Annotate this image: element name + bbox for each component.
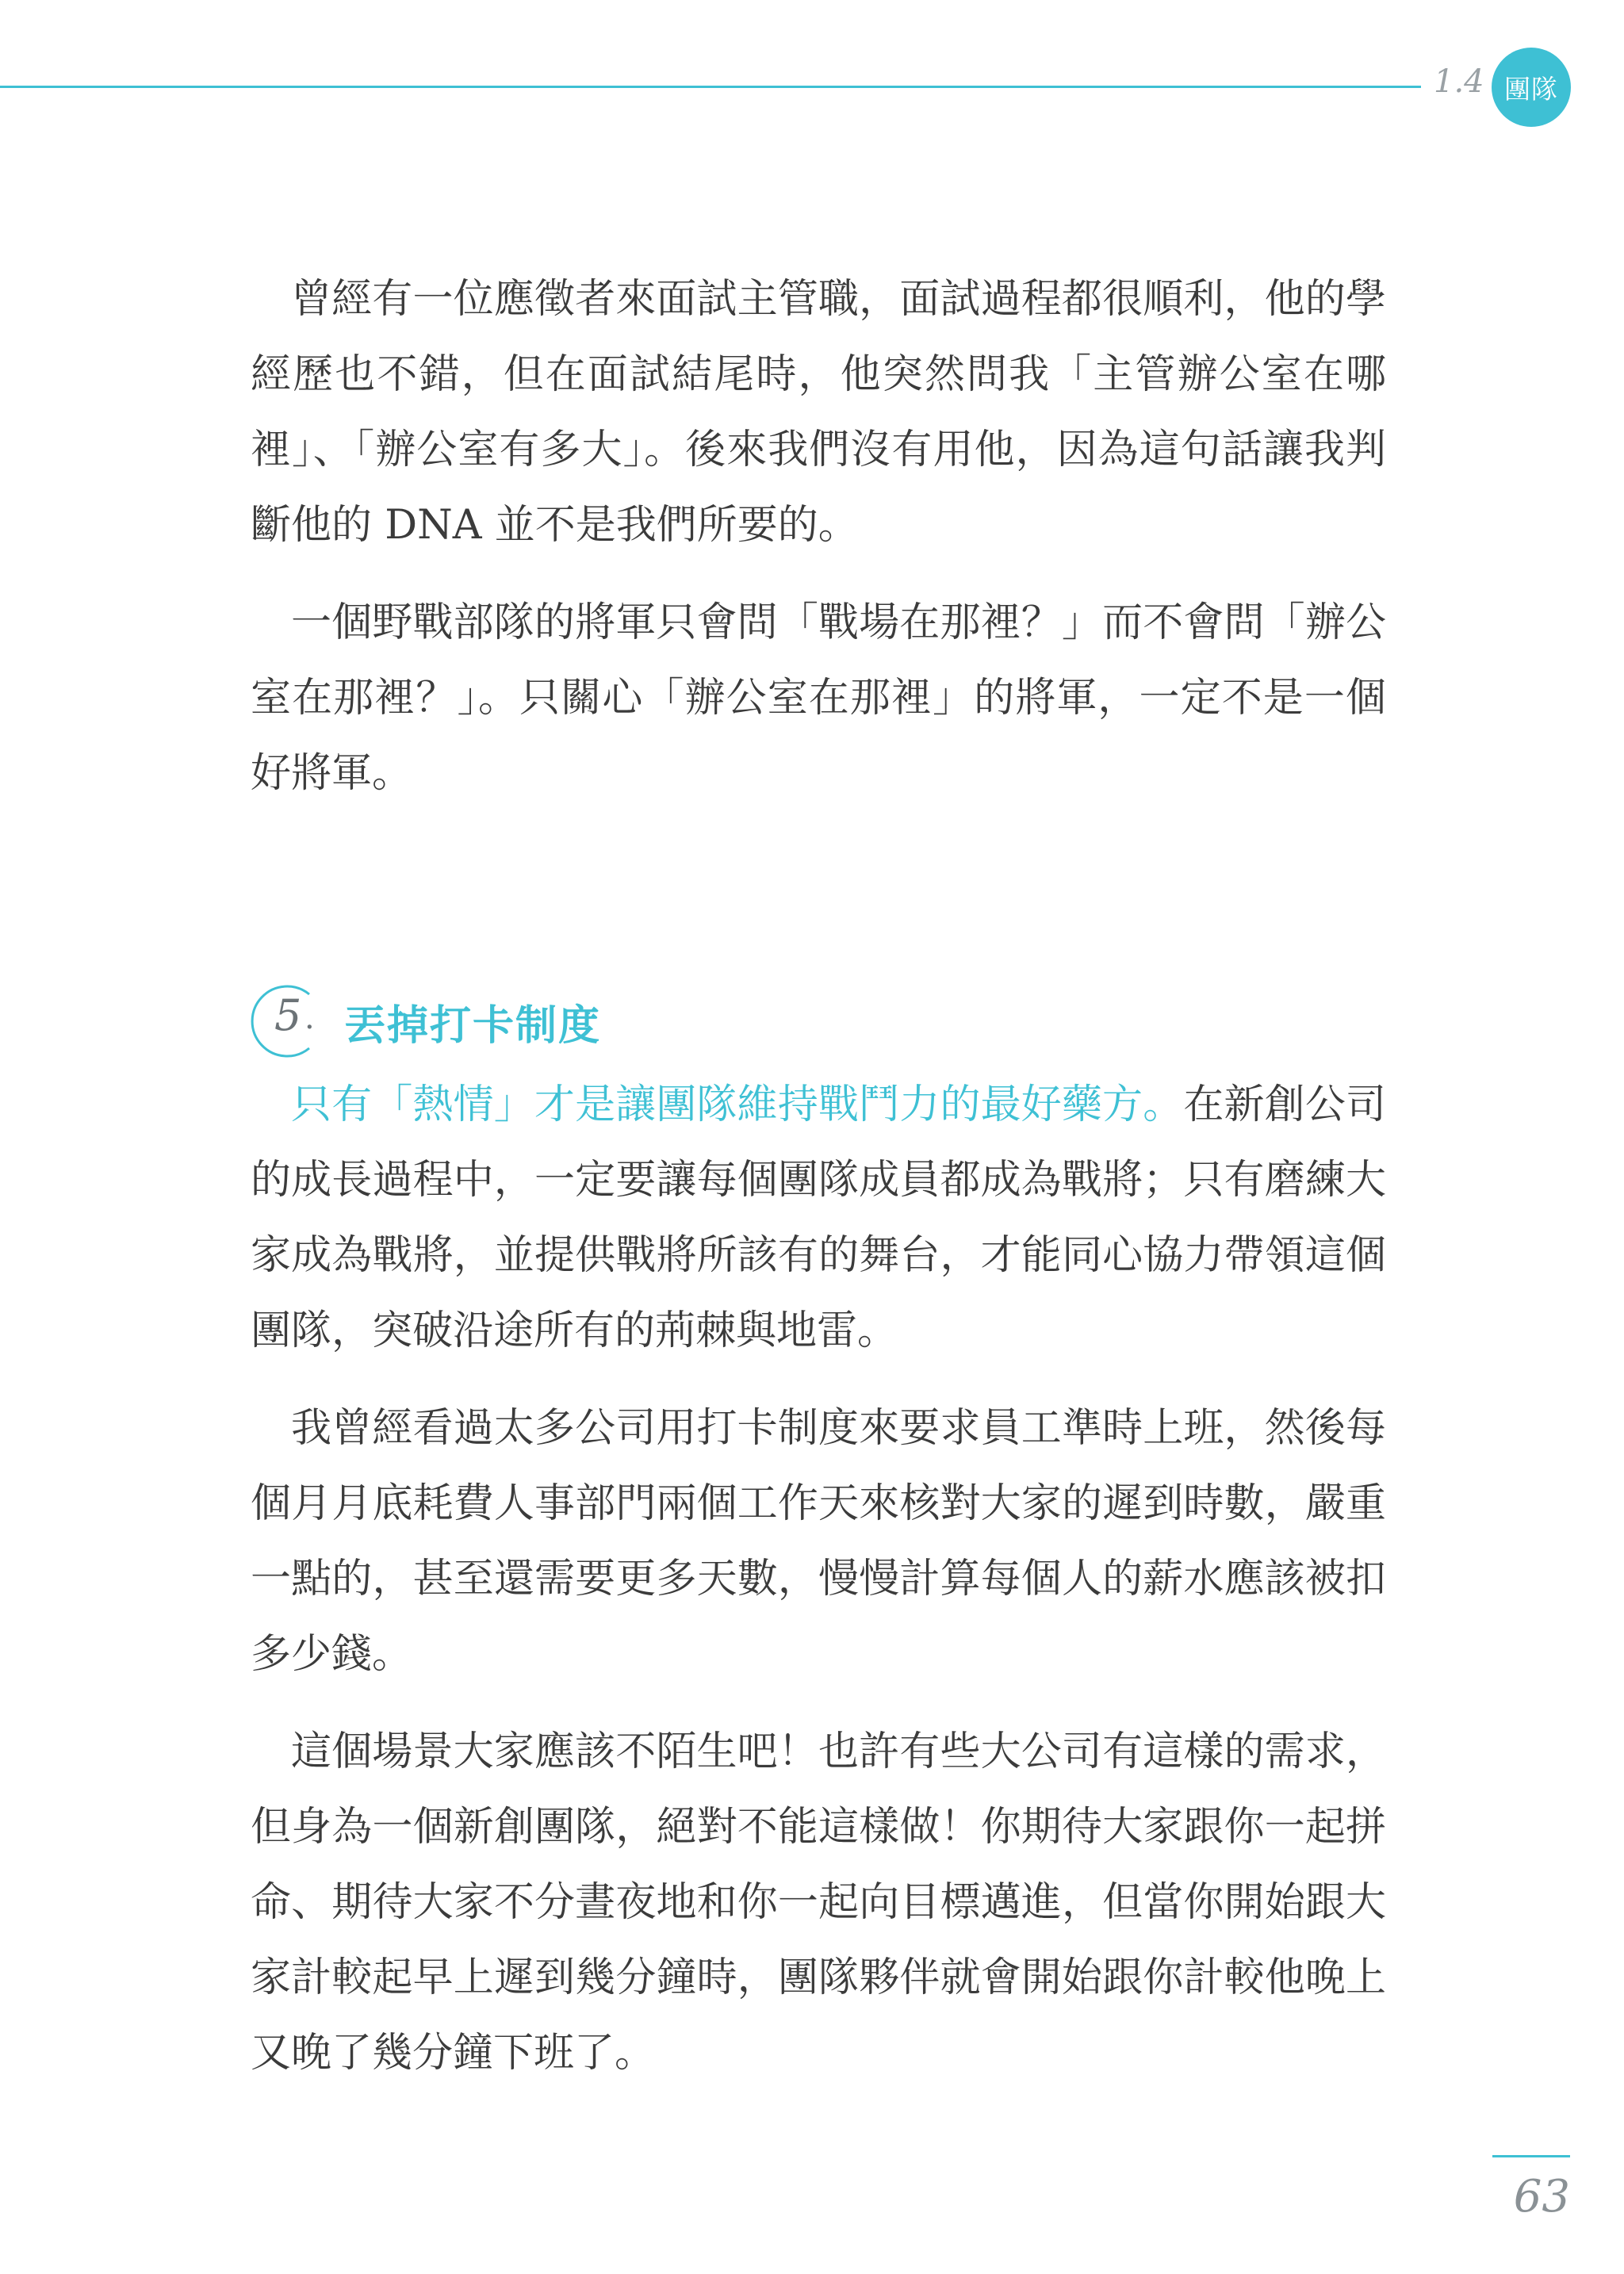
page-content [251,262,1386,2091]
paragraph: 我曾經看過太多公司用打卡制度來要求員工準時上班，然後每個月月底耗費人事部門兩個工作天來核對大家的遲到時數，嚴重一點的，甚至還需要更多天數，慢慢計算每個人的薪水應該被扣多少錢。 [251,1405,1386,1678]
section-number-badge [247,983,320,1059]
chapter-number: 1.4 [1434,63,1484,100]
section-number: 5 [274,990,302,1040]
page-number: 63 [1513,2171,1570,2222]
section-number-dot: · [304,1009,315,1046]
paragraph: 曾經有一位應徵者來面試主管職，面試過程都很順利，他的學經歷也不錯，但在面試結尾時，他突然問我「主管辦公室在哪裡」、「辦公室有多大」。後來我們沒有用他，因為這句話讓我判斷他的 DNA 並不是我們所要的。 [251,276,1386,549]
paragraph: 一個野戰部隊的將軍只會問「戰場在那裡？」而不會問「辦公室在那裡？」。只關心「辦公室在那裡」的將軍，一定不是一個好將軍。 [251,599,1386,797]
section-heading [247,982,1386,1061]
chapter-title: 團隊 [1504,73,1558,105]
header-rule [0,86,1421,88]
section-title: 丟掉打卡制度 [344,1001,602,1050]
chapter-title-badge [1492,48,1571,127]
highlighted-sentence: 只有「熱情」才是讓團隊維持戰鬥力的最好藥方。 [291,1081,1184,1128]
lead-rest: 在新創公司的成長過程中，一定要讓每個團隊成員都成為戰將；只有磨練大家成為戰將，並提供戰將所該有的舞台，才能同心協力帶領這個團隊，突破沿途所有的荊棘與地雷。 [251,1081,1386,1354]
footer-rule [1492,2155,1570,2157]
paragraph: 這個場景大家應該不陌生吧！也許有些大公司有這樣的需求，但身為一個新創團隊，絕對不能這樣做！你期待大家跟你一起拼命、期待大家不分晝夜地和你一起向目標邁進，但當你開始跟大家計較起早上遲到幾分鐘時，團隊夥伴就會開始跟你計較他晚上又晚了幾分鐘下班了。 [251,1728,1386,2077]
section-lead-paragraph [251,1067,1386,1369]
